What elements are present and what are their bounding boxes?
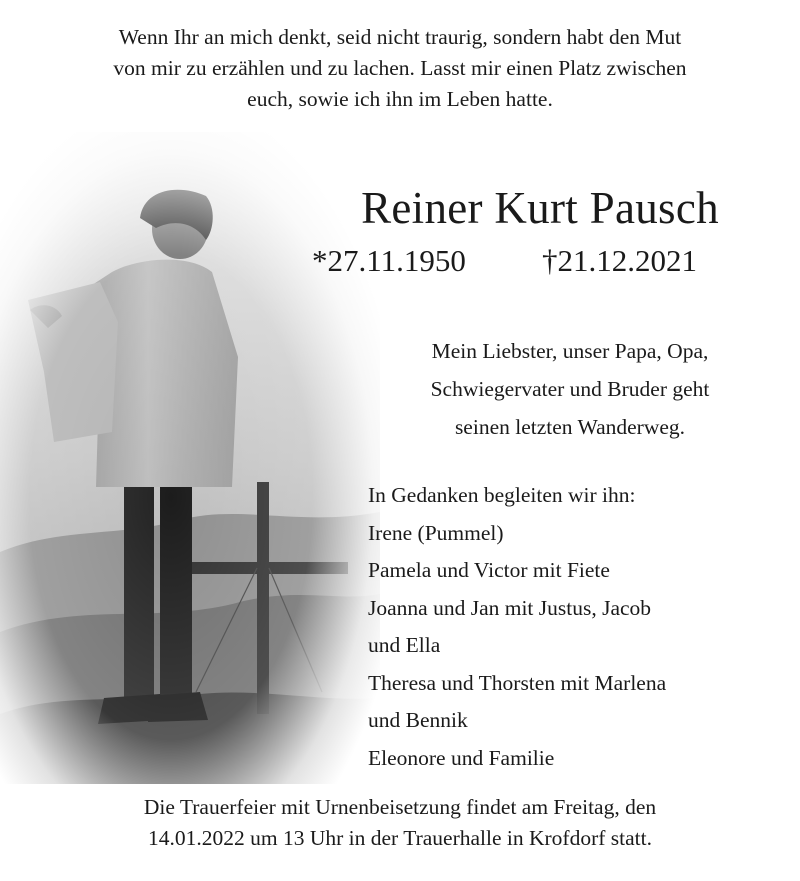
mourner-line: und Ella	[368, 633, 441, 657]
mourner-line: Irene (Pummel)	[368, 520, 504, 545]
deceased-name: Reiner Kurt Pausch	[361, 183, 719, 233]
mourners-list	[368, 477, 798, 777]
intro-line-3: seinen letzten Wanderweg.	[454, 415, 686, 439]
birth-date: *27.11.1950	[312, 243, 466, 278]
intro-text	[350, 332, 790, 446]
funeral-line-2: 14.01.2022 um 13 Uhr in der Trauerhalle in Krofdorf statt.	[148, 826, 652, 850]
mourner-line: und Bennik	[368, 708, 468, 732]
quote-line-2: von mir zu erzählen und zu lachen. Lasst mir einen Platz zwischen	[113, 56, 687, 80]
mourner-line: Joanna und Jan mit Justus, Jacob	[368, 595, 652, 620]
death-date: †21.12.2021	[542, 243, 697, 278]
mourner-line: Theresa und Thorsten mit Marlena	[368, 670, 667, 695]
quote-line-3: euch, sowie ich ihn im Leben hatte.	[247, 87, 553, 111]
mourner-line: Pamela und Victor mit Fiete	[368, 558, 610, 582]
funeral-notice	[20, 792, 780, 854]
quote-line-1: Wenn Ihr an mich denkt, seid nicht traurig, sondern habt den Mut	[118, 25, 682, 49]
mourner-line: Eleonore und Familie	[368, 745, 555, 770]
memorial-quote	[20, 22, 780, 115]
intro-line-2: Schwiegervater und Bruder geht	[430, 377, 710, 401]
mourners-heading: In Gedanken begleiten wir ihn:	[368, 483, 636, 507]
intro-line-1: Mein Liebster, unser Papa, Opa,	[431, 339, 709, 363]
funeral-line-1: Die Trauerfeier mit Urnenbeisetzung findet am Freitag, den	[143, 795, 657, 819]
